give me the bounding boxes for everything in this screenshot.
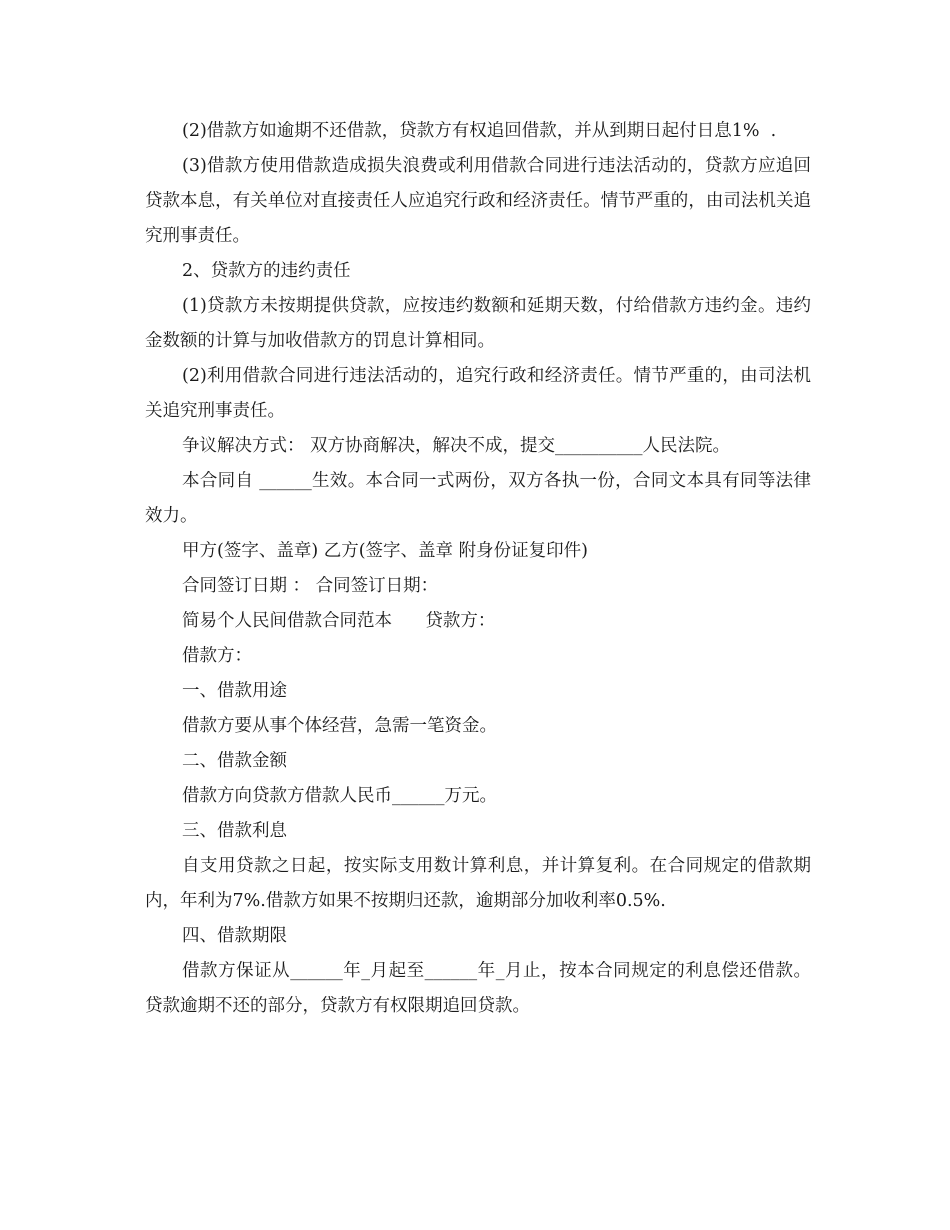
section-lender-liability: 2、贷款方的违约责任	[182, 261, 351, 281]
paragraph-late-loan-penalty: (1)贷款方未按期提供贷款，应按违约数额和延期天数，付给借款方违约金。违约金数额的计算与加收借款方的罚息计算相同。	[145, 296, 811, 351]
paragraph-illegal-activity: (2)利用借款合同进行违法活动的，追究行政和经济责任。情节严重的，由司法机关追究刑事责任。	[145, 366, 811, 421]
section-loan-interest: 三、借款利息	[182, 821, 287, 841]
paragraph-loan-purpose: 借款方要从事个体经营，急需一笔资金。	[182, 716, 497, 736]
document-body	[145, 114, 811, 1024]
borrower-line: 借款方：	[182, 646, 252, 666]
paragraph-loan-interest: 自支用贷款之日起，按实际支用数计算利息，并计算复利。在合同规定的借款期内，年利为7%.借款方如果不按期归还款，逾期部分加收利率0.5%.	[145, 856, 811, 911]
section-loan-amount: 二、借款金额	[182, 751, 287, 771]
paragraph-misuse-liability: (3)借款方使用借款造成损失浪费或利用借款合同进行违法活动的，贷款方应追回贷款本息，有关单位对直接责任人应追究行政和经济责任。情节严重的，由司法机关追究刑事责任。	[145, 156, 811, 246]
paragraph-overdue-interest: (2)借款方如逾期不还借款，贷款方有权追回借款，并从到期日起付日息1% .	[182, 121, 777, 141]
section-loan-term: 四、借款期限	[182, 926, 287, 946]
paragraph-loan-term: 借款方保证从______年_月起至______年_月止，按本合同规定的利息偿还借款。贷款逾期不还的部分，贷款方有权限期追回贷款。	[145, 961, 811, 1016]
paragraph-dispute-resolution: 争议解决方式： 双方协商解决，解决不成，提交__________人民法院。	[182, 436, 731, 456]
section-loan-purpose: 一、借款用途	[182, 681, 287, 701]
signature-line: 甲方(签字、盖章) 乙方(签字、盖章 附身份证复印件)	[182, 541, 588, 561]
contract-title-line: 简易个人民间借款合同范本 贷款方：	[182, 611, 496, 631]
signing-date-line: 合同签订日期 ： 合同签订日期：	[182, 576, 439, 596]
paragraph-loan-amount: 借款方向贷款方借款人民币______万元。	[182, 786, 497, 806]
paragraph-effective-date: 本合同自 ______生效。本合同一式两份，双方各执一份，合同文本具有同等法律效力。	[145, 471, 811, 526]
